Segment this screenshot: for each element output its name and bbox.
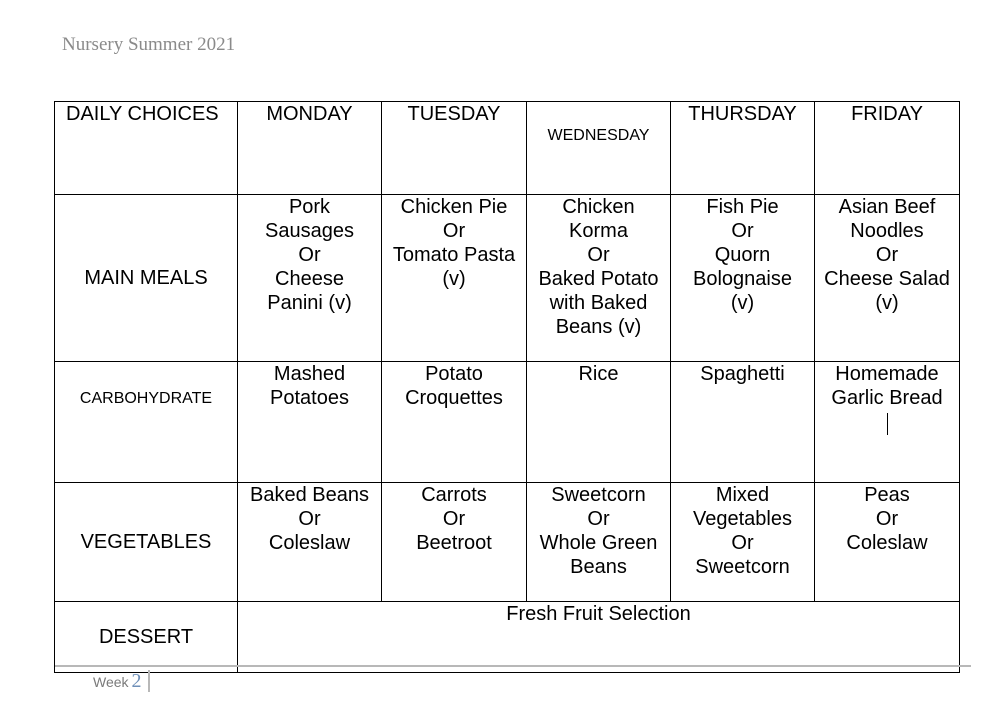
- header-thursday: THURSDAY: [671, 102, 815, 195]
- vegetables-monday: [238, 483, 382, 602]
- cell-line: Garlic Bread: [831, 387, 943, 409]
- cell-line: Korma: [569, 220, 628, 242]
- cell-line: Carrots: [421, 484, 487, 506]
- cell-line: Potato: [425, 363, 483, 385]
- cell-line: Cheese: [275, 268, 344, 290]
- cell-line: Homemade: [835, 363, 939, 385]
- cell-line: Sweetcorn: [695, 556, 790, 578]
- carbohydrate-wednesday: [527, 362, 671, 483]
- footer-vertical-bar: [148, 670, 150, 692]
- main-meals-monday: [238, 195, 382, 362]
- cell-line: (v): [442, 268, 466, 290]
- cell-line: Beans (v): [555, 316, 642, 338]
- header-wednesday: WEDNESDAY: [527, 102, 671, 195]
- cell-line: Chicken: [562, 196, 635, 218]
- cell-line: Spaghetti: [700, 363, 785, 385]
- cell-line: Or: [442, 220, 466, 242]
- row-label-main-meals: MAIN MEALS: [55, 195, 238, 362]
- carbohydrate-monday: [238, 362, 382, 483]
- main-meals-thursday: [671, 195, 815, 362]
- table-row-main-meals: [55, 195, 960, 362]
- cell-line: Coleslaw: [268, 532, 351, 554]
- cell-line: Or: [731, 532, 754, 554]
- cell-line: Peas: [864, 484, 910, 506]
- week-label: Week: [93, 674, 129, 690]
- header-row: [55, 102, 960, 195]
- footer-week: [93, 670, 142, 693]
- cell-line: Fish Pie: [706, 196, 779, 218]
- table-row-vegetables: [55, 483, 960, 602]
- dessert-value: Fresh Fruit Selection: [238, 602, 960, 673]
- cell-line: Croquettes: [405, 387, 503, 409]
- cell-line: Asian Beef: [838, 196, 936, 218]
- week-number: 2: [131, 670, 142, 692]
- cell-line: Coleslaw: [846, 532, 928, 554]
- header-monday: MONDAY: [238, 102, 382, 195]
- cell-line: Or: [587, 508, 610, 530]
- cell-line: Or: [875, 508, 899, 530]
- cell-line: Sausages: [265, 220, 354, 242]
- cell-line: Baked Beans: [250, 484, 369, 506]
- cell-line: Tomato Pasta: [392, 244, 516, 266]
- vegetables-friday: [815, 483, 960, 602]
- cell-line: Or: [875, 244, 899, 266]
- cell-line: with Baked: [549, 292, 648, 314]
- cell-line: Or: [298, 244, 321, 266]
- cell-line: Or: [587, 244, 610, 266]
- cell-line: Noodles: [850, 220, 924, 242]
- cell-line: Mixed: [715, 484, 770, 506]
- cell-divider-mark: [887, 413, 888, 435]
- row-label-dessert: DESSERT: [55, 602, 238, 673]
- cell-line: Chicken Pie: [400, 196, 508, 218]
- vegetables-wednesday: [527, 483, 671, 602]
- cell-line: Potatoes: [270, 387, 349, 409]
- footer-divider: [55, 665, 971, 667]
- header-friday: FRIDAY: [815, 102, 960, 195]
- row-label-vegetables: VEGETABLES: [55, 483, 238, 602]
- cell-line: Bolognaise: [693, 268, 792, 290]
- carbohydrate-thursday: [671, 362, 815, 483]
- cell-line: Baked Potato: [538, 268, 659, 290]
- table-row-dessert: [55, 602, 960, 673]
- cell-line: Pork: [288, 196, 331, 218]
- menu-table: [54, 101, 960, 673]
- carbohydrate-tuesday: [382, 362, 527, 483]
- cell-line: Quorn: [714, 244, 771, 266]
- header-tuesday: TUESDAY: [382, 102, 527, 195]
- cell-line: Beans: [570, 556, 627, 578]
- cell-line: Beetroot: [416, 532, 492, 554]
- cell-line: (v): [875, 292, 899, 314]
- row-label-carbohydrate: CARBOHYDRATE: [55, 362, 238, 483]
- document-title: Nursery Summer 2021: [62, 34, 236, 55]
- cell-line: Panini (v): [267, 292, 352, 314]
- vegetables-tuesday: [382, 483, 527, 602]
- cell-line: (v): [730, 292, 755, 314]
- header-daily-choices: DAILY CHOICES: [55, 102, 238, 195]
- cell-line: Or: [298, 508, 321, 530]
- main-meals-friday: [815, 195, 960, 362]
- main-meals-wednesday: [527, 195, 671, 362]
- table-row-carbohydrate: [55, 362, 960, 483]
- cell-line: Whole Green: [539, 532, 658, 554]
- cell-line: Sweetcorn: [551, 484, 646, 506]
- cell-line: Or: [442, 508, 466, 530]
- main-meals-tuesday: [382, 195, 527, 362]
- cell-line: Cheese Salad: [824, 268, 950, 290]
- cell-line: Mashed: [273, 363, 346, 385]
- cell-line: Or: [731, 220, 754, 242]
- cell-line: Rice: [578, 363, 619, 385]
- vegetables-thursday: [671, 483, 815, 602]
- cell-line: Vegetables: [693, 508, 792, 530]
